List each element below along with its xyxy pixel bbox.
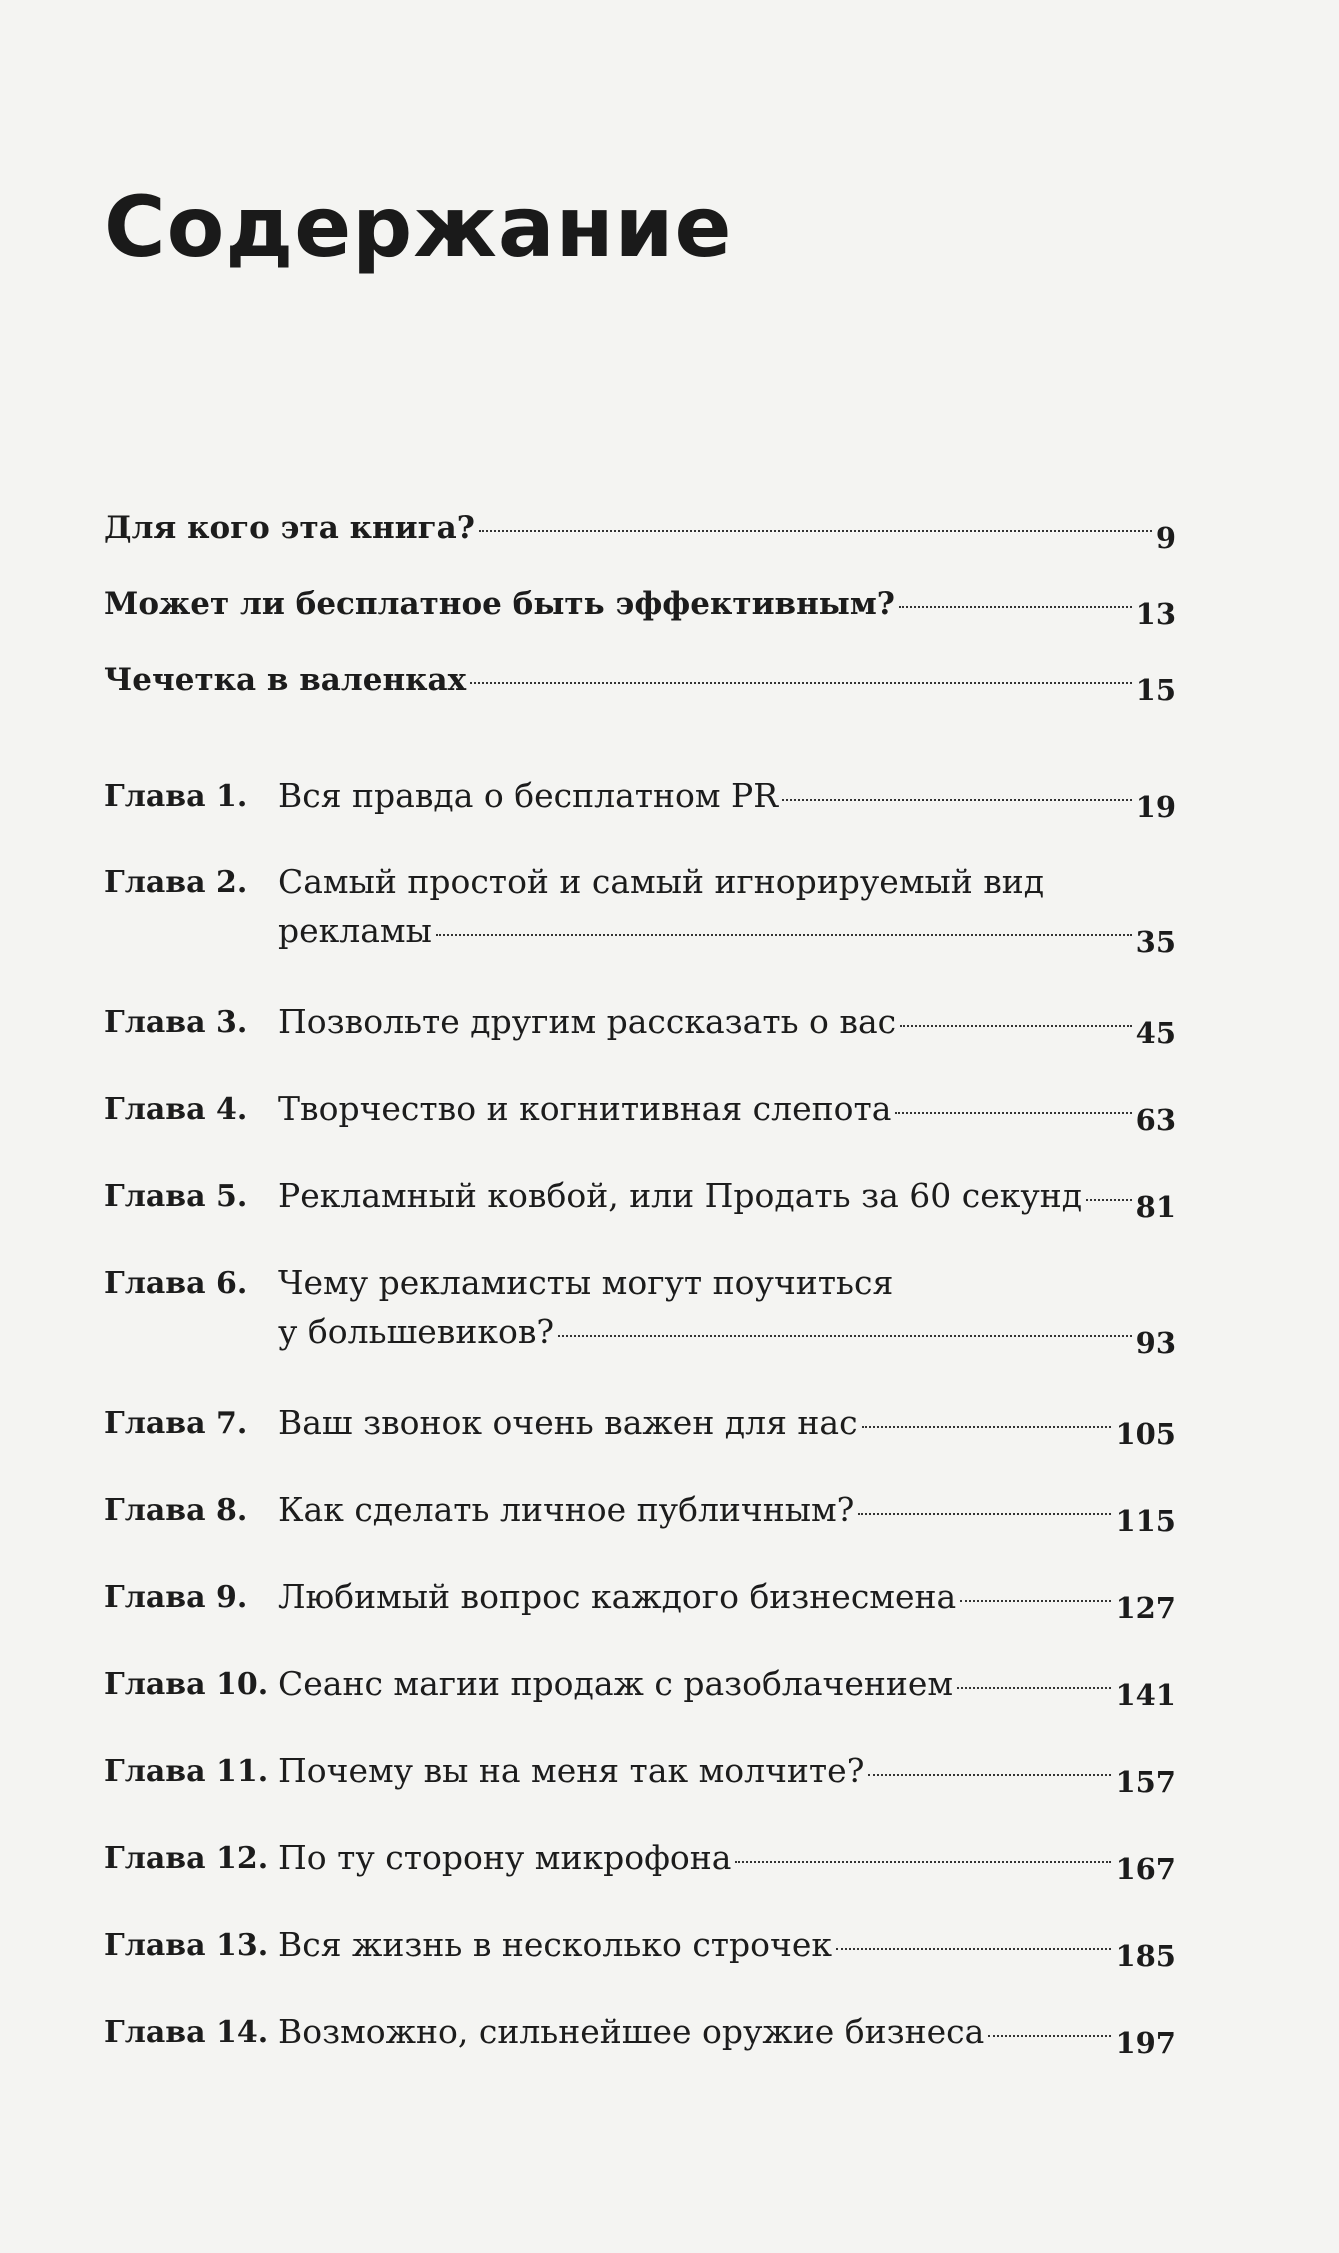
toc-page-number: 63 bbox=[1135, 1103, 1176, 1137]
chapter-title: Возможно, сильнейшее оружие бизнеса bbox=[278, 2012, 985, 2051]
dot-leader bbox=[479, 530, 1152, 532]
toc-page-number: 197 bbox=[1115, 2026, 1176, 2060]
dot-leader bbox=[899, 606, 1132, 608]
chapter-title: Позвольте другим рассказать о вас bbox=[278, 1002, 897, 1041]
toc-entry-label: Чечетка в валенках bbox=[104, 662, 467, 698]
toc-intro-row bbox=[104, 510, 1176, 586]
chapter-body bbox=[278, 1089, 1176, 1137]
chapter-title-line bbox=[278, 1002, 1176, 1050]
chapter-body bbox=[278, 1751, 1176, 1799]
chapter-number: Глава 6. bbox=[104, 1266, 248, 1301]
toc-page-number: 81 bbox=[1135, 1190, 1176, 1224]
toc-chapter-row bbox=[104, 1490, 1176, 1577]
chapter-title-line bbox=[278, 1403, 1176, 1451]
toc-page-number: 157 bbox=[1115, 1765, 1176, 1799]
toc-page-number: 9 bbox=[1155, 521, 1176, 555]
chapter-title-line bbox=[278, 776, 1176, 824]
toc-page-number: 19 bbox=[1135, 790, 1176, 824]
toc-intro-row bbox=[104, 662, 1176, 738]
chapter-number: Глава 2. bbox=[104, 865, 248, 900]
chapter-title: Как сделать личное публичным? bbox=[278, 1490, 855, 1529]
chapter-number: Глава 12. bbox=[104, 1841, 269, 1876]
chapter-body bbox=[278, 1838, 1176, 1886]
chapter-body bbox=[278, 776, 1176, 824]
chapter-title: По ту сторону микрофона bbox=[278, 1838, 732, 1877]
toc-chapter-row bbox=[104, 2012, 1176, 2099]
chapter-number: Глава 8. bbox=[104, 1493, 248, 1528]
chapter-number: Глава 14. bbox=[104, 2015, 269, 2050]
toc-page-number: 93 bbox=[1135, 1326, 1176, 1360]
chapter-title-line bbox=[278, 1751, 1176, 1799]
dot-leader bbox=[735, 1861, 1111, 1863]
toc-chapter-row bbox=[104, 1176, 1176, 1263]
chapter-title: Сеанс магии продаж с разоблачением bbox=[278, 1664, 954, 1703]
dot-leader bbox=[900, 1025, 1132, 1027]
toc-page-number: 167 bbox=[1115, 1852, 1176, 1886]
toc-page-number: 185 bbox=[1115, 1939, 1176, 1973]
chapter-number: Глава 4. bbox=[104, 1092, 248, 1127]
toc-chapter-row bbox=[104, 862, 1176, 1002]
dot-leader bbox=[988, 2035, 1111, 2037]
dot-leader bbox=[895, 1112, 1131, 1114]
page-title: Содержание bbox=[104, 178, 733, 276]
toc-intro-row bbox=[104, 586, 1176, 662]
chapter-title-line bbox=[278, 1176, 1176, 1224]
chapter-title-line bbox=[278, 2012, 1176, 2060]
chapter-title: Самый простой и самый игнорируемый вид bbox=[278, 862, 1045, 901]
dot-leader bbox=[470, 682, 1132, 684]
toc-chapter-row bbox=[104, 1751, 1176, 1838]
chapter-body bbox=[278, 862, 1176, 959]
chapter-body bbox=[278, 1403, 1176, 1451]
chapter-title-line bbox=[278, 862, 1176, 901]
toc-chapter-row bbox=[104, 1263, 1176, 1403]
chapter-body bbox=[278, 1002, 1176, 1050]
dot-leader bbox=[957, 1687, 1111, 1689]
chapter-number: Глава 10. bbox=[104, 1667, 269, 1702]
chapter-number: Глава 7. bbox=[104, 1406, 248, 1441]
dot-leader bbox=[960, 1600, 1111, 1602]
toc-chapter-row bbox=[104, 1664, 1176, 1751]
chapter-body bbox=[278, 1263, 1176, 1360]
chapter-title: Любимый вопрос каждого бизнесмена bbox=[278, 1577, 957, 1616]
toc-page-number: 115 bbox=[1115, 1504, 1176, 1538]
toc-chapter-row bbox=[104, 1577, 1176, 1664]
dot-leader bbox=[836, 1948, 1111, 1950]
toc-chapter-row bbox=[104, 1403, 1176, 1490]
toc-chapter-row bbox=[104, 1838, 1176, 1925]
toc-page-number: 105 bbox=[1115, 1417, 1176, 1451]
chapter-body bbox=[278, 1490, 1176, 1538]
toc-entry-label: Для кого эта книга? bbox=[104, 510, 475, 546]
chapter-number: Глава 11. bbox=[104, 1754, 269, 1789]
chapter-number: Глава 13. bbox=[104, 1928, 269, 1963]
toc-page-number: 127 bbox=[1115, 1591, 1176, 1625]
chapter-title-line bbox=[278, 1925, 1176, 1973]
chapter-title-line bbox=[278, 1577, 1176, 1625]
chapter-title-line bbox=[278, 1838, 1176, 1886]
chapter-title-line bbox=[278, 1490, 1176, 1538]
chapter-number: Глава 3. bbox=[104, 1005, 248, 1040]
chapter-body bbox=[278, 1925, 1176, 1973]
toc-page-number: 15 bbox=[1135, 673, 1176, 707]
toc-page-number: 13 bbox=[1135, 597, 1176, 631]
chapter-title: Вся жизнь в несколько строчек bbox=[278, 1925, 833, 1964]
chapter-title-line bbox=[278, 1664, 1176, 1712]
chapter-title: Чему рекламисты могут поучиться bbox=[278, 1263, 894, 1302]
chapter-title: у большевиков? bbox=[278, 1312, 555, 1351]
section-spacer bbox=[104, 738, 1176, 776]
chapter-body bbox=[278, 1577, 1176, 1625]
dot-leader bbox=[558, 1335, 1132, 1337]
chapter-body bbox=[278, 1176, 1176, 1224]
chapter-number: Глава 5. bbox=[104, 1179, 248, 1214]
toc-entry-label: Может ли бесплатное быть эффективным? bbox=[104, 586, 895, 622]
toc-page-number: 35 bbox=[1135, 925, 1176, 959]
chapter-title: Рекламный ковбой, или Продать за 60 секунд bbox=[278, 1176, 1083, 1215]
toc-page-number: 141 bbox=[1115, 1678, 1176, 1712]
table-of-contents bbox=[104, 510, 1176, 2099]
chapter-title: рекламы bbox=[278, 911, 432, 950]
dot-leader bbox=[436, 934, 1132, 936]
chapter-title: Вся правда о бесплатном PR bbox=[278, 776, 779, 815]
dot-leader bbox=[862, 1426, 1112, 1428]
chapter-number: Глава 9. bbox=[104, 1580, 248, 1615]
toc-chapter-row bbox=[104, 776, 1176, 862]
chapter-title: Ваш звонок очень важен для нас bbox=[278, 1403, 858, 1442]
chapter-title-line bbox=[278, 1263, 1176, 1302]
dot-leader bbox=[782, 799, 1132, 801]
dot-leader bbox=[858, 1513, 1111, 1515]
toc-chapter-row bbox=[104, 1925, 1176, 2012]
chapter-body bbox=[278, 2012, 1176, 2060]
chapter-title-line bbox=[278, 1312, 1176, 1360]
chapter-title-line bbox=[278, 911, 1176, 959]
chapter-title: Почему вы на меня так молчите? bbox=[278, 1751, 865, 1790]
toc-chapter-row bbox=[104, 1089, 1176, 1176]
chapter-body bbox=[278, 1664, 1176, 1712]
dot-leader bbox=[1086, 1199, 1132, 1201]
chapter-title: Творчество и когнитивная слепота bbox=[278, 1089, 892, 1128]
chapter-title-line bbox=[278, 1089, 1176, 1137]
dot-leader bbox=[868, 1774, 1111, 1776]
toc-page-number: 45 bbox=[1135, 1016, 1176, 1050]
chapter-number: Глава 1. bbox=[104, 779, 248, 814]
toc-chapter-row bbox=[104, 1002, 1176, 1089]
